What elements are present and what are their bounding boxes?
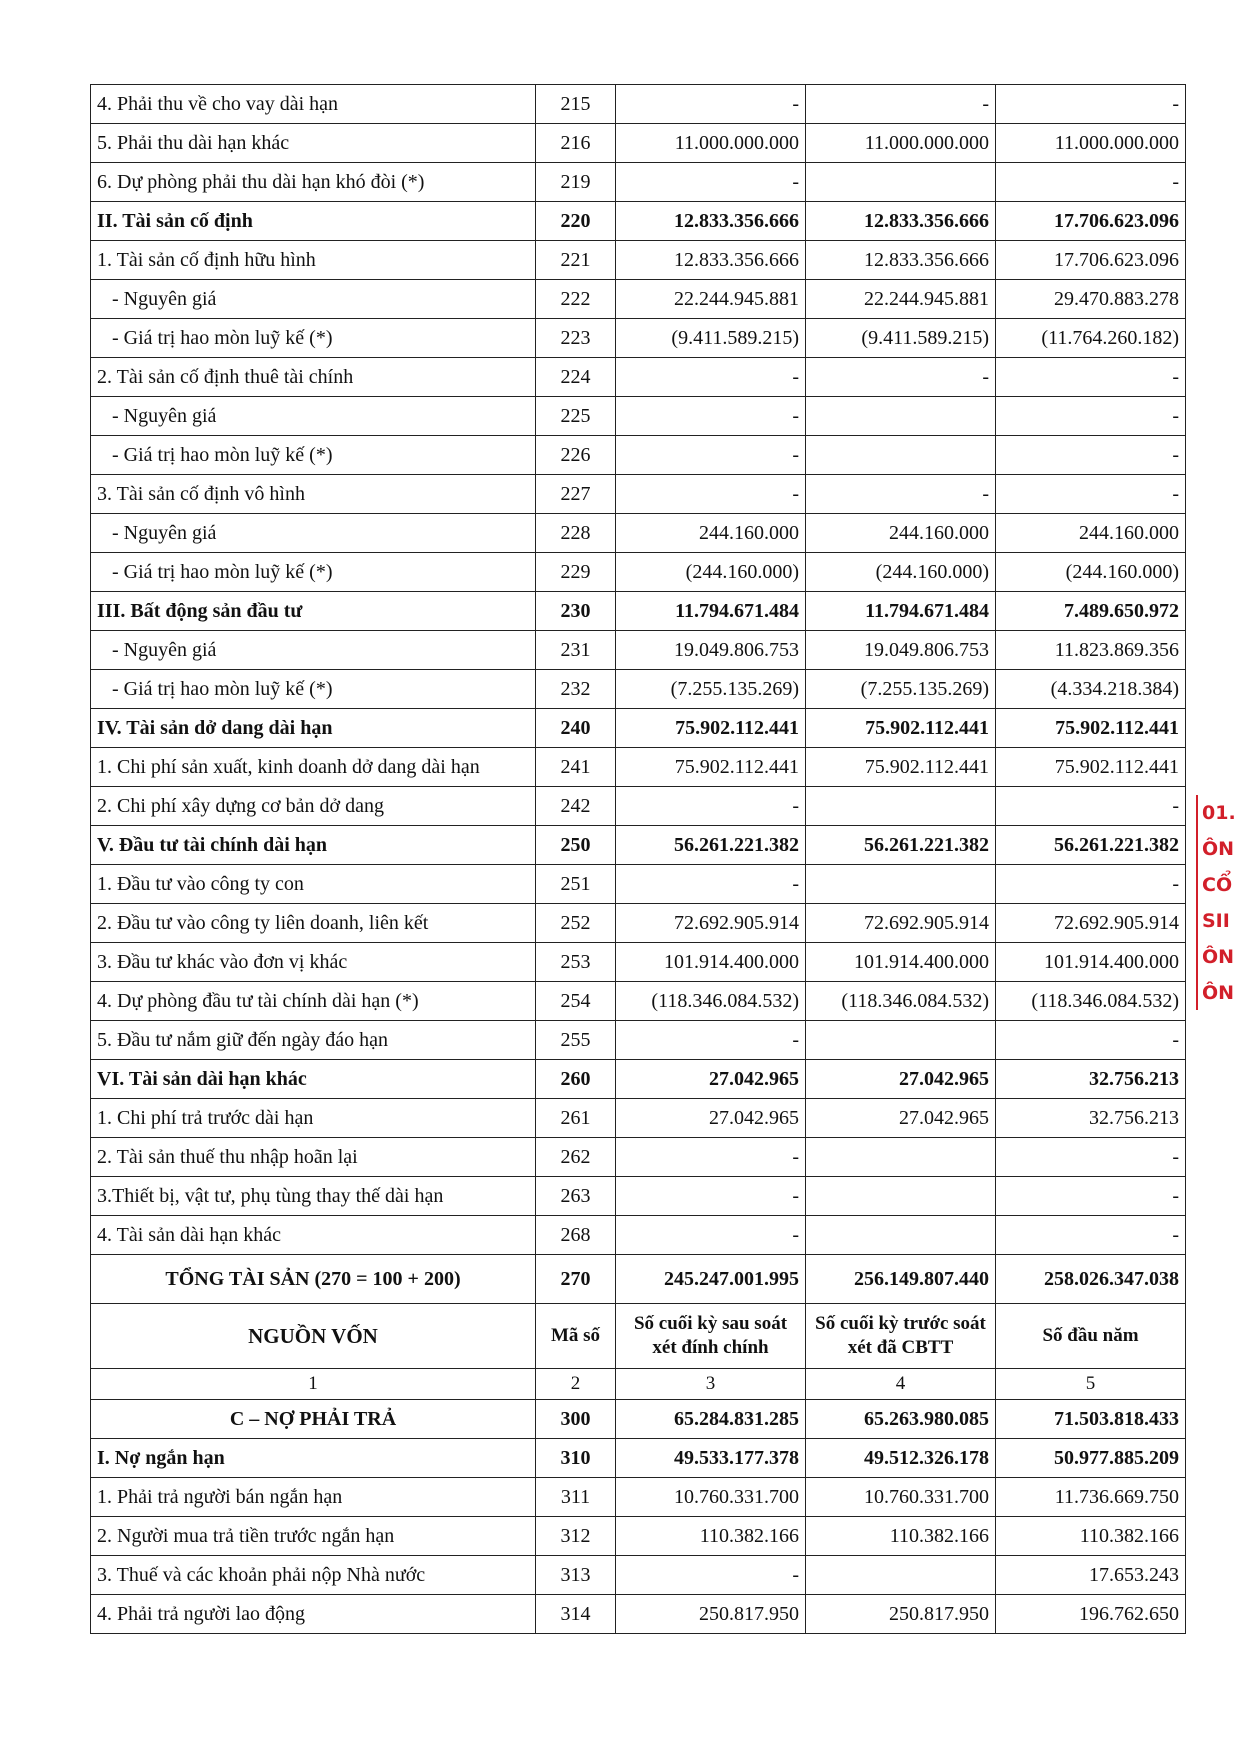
row-name: VI. Tài sản dài hạn khác (91, 1060, 536, 1099)
row-name: 2. Chi phí xây dựng cơ bản dở dang (91, 787, 536, 826)
table-row (91, 709, 1186, 748)
row-value-c5: 11.000.000.000 (996, 124, 1186, 163)
row-value-c5: 72.692.905.914 (996, 904, 1186, 943)
row-code: 262 (536, 1138, 616, 1177)
row-value-c4: (244.160.000) (806, 553, 996, 592)
row-code: 263 (536, 1177, 616, 1216)
row-value-c4: 256.149.807.440 (806, 1255, 996, 1304)
liabilities-section-row (91, 1400, 1186, 1439)
row-code: 215 (536, 85, 616, 124)
row-value-c3: 75.902.112.441 (616, 709, 806, 748)
row-value-c4: 49.512.326.178 (806, 1439, 996, 1478)
table-row (91, 241, 1186, 280)
row-value-c3: 65.284.831.285 (616, 1400, 806, 1439)
row-value-c3: 245.247.001.995 (616, 1255, 806, 1304)
row-code: 225 (536, 397, 616, 436)
row-value-c5: - (996, 358, 1186, 397)
row-value-c5: - (996, 436, 1186, 475)
row-code: 224 (536, 358, 616, 397)
row-value-c4 (806, 1556, 996, 1595)
stamp-text: CỔ (1202, 874, 1233, 896)
row-value-c4 (806, 1177, 996, 1216)
row-value-c4: 10.760.331.700 (806, 1478, 996, 1517)
table-row (91, 85, 1186, 124)
row-value-c4: 12.833.356.666 (806, 241, 996, 280)
row-name: 2. Người mua trả tiền trước ngắn hạn (91, 1517, 536, 1556)
table-row (91, 787, 1186, 826)
row-value-c5: - (996, 787, 1186, 826)
row-value-c4 (806, 397, 996, 436)
row-code: 313 (536, 1556, 616, 1595)
row-value-c5: 7.489.650.972 (996, 592, 1186, 631)
row-value-c3: - (616, 475, 806, 514)
header-c4: Số cuối kỳ trước soát xét đã CBTT (806, 1304, 996, 1369)
row-code: 268 (536, 1216, 616, 1255)
row-name: TỔNG TÀI SẢN (270 = 100 + 200) (91, 1255, 536, 1304)
row-value-c3: 110.382.166 (616, 1517, 806, 1556)
row-value-c5: 244.160.000 (996, 514, 1186, 553)
row-value-c3: 49.533.177.378 (616, 1439, 806, 1478)
row-value-c5: 56.261.221.382 (996, 826, 1186, 865)
row-value-c3: 12.833.356.666 (616, 241, 806, 280)
row-name: - Nguyên giá (91, 397, 536, 436)
row-value-c5: (4.334.218.384) (996, 670, 1186, 709)
row-value-c5: 29.470.883.278 (996, 280, 1186, 319)
row-value-c4: (118.346.084.532) (806, 982, 996, 1021)
red-stamp-fragment (1196, 795, 1240, 1010)
row-name: - Nguyên giá (91, 280, 536, 319)
row-value-c3: 244.160.000 (616, 514, 806, 553)
row-code: 232 (536, 670, 616, 709)
row-name: - Giá trị hao mòn luỹ kế (*) (91, 670, 536, 709)
stamp-text: 01. (1202, 802, 1236, 824)
row-value-c5: (118.346.084.532) (996, 982, 1186, 1021)
row-value-c3: (7.255.135.269) (616, 670, 806, 709)
colnum-3: 3 (616, 1369, 806, 1400)
row-value-c4: 244.160.000 (806, 514, 996, 553)
row-code: 312 (536, 1517, 616, 1556)
row-name: 4. Phải trả người lao động (91, 1595, 536, 1634)
stamp-text: SII (1202, 910, 1230, 932)
row-value-c4: 75.902.112.441 (806, 748, 996, 787)
table-row (91, 1595, 1186, 1634)
row-value-c4: - (806, 475, 996, 514)
row-name: 3. Tài sản cố định vô hình (91, 475, 536, 514)
row-name: II. Tài sản cố định (91, 202, 536, 241)
row-value-c5: - (996, 1177, 1186, 1216)
row-value-c4: 27.042.965 (806, 1060, 996, 1099)
table-row (91, 1216, 1186, 1255)
row-code: 250 (536, 826, 616, 865)
row-value-c5: 71.503.818.433 (996, 1400, 1186, 1439)
table-row (91, 904, 1186, 943)
row-code: 216 (536, 124, 616, 163)
row-name: 3.Thiết bị, vật tư, phụ tùng thay thế dài hạn (91, 1177, 536, 1216)
row-value-c4: 75.902.112.441 (806, 709, 996, 748)
column-header-row (91, 1304, 1186, 1369)
balance-sheet-table (90, 84, 1186, 1634)
row-value-c5: 11.823.869.356 (996, 631, 1186, 670)
row-value-c5: 17.706.623.096 (996, 202, 1186, 241)
table-row (91, 943, 1186, 982)
row-code: 219 (536, 163, 616, 202)
table-row (91, 553, 1186, 592)
table-row (91, 124, 1186, 163)
table-row (91, 397, 1186, 436)
row-value-c4: 250.817.950 (806, 1595, 996, 1634)
row-value-c5: - (996, 1021, 1186, 1060)
colnum-2: 2 (536, 1369, 616, 1400)
table-row (91, 319, 1186, 358)
row-value-c5: - (996, 865, 1186, 904)
liabilities-rows (91, 1439, 1186, 1634)
row-value-c3: - (616, 1138, 806, 1177)
row-name: I. Nợ ngắn hạn (91, 1439, 536, 1478)
row-value-c5: - (996, 475, 1186, 514)
row-value-c4: 22.244.945.881 (806, 280, 996, 319)
row-name: 3. Đầu tư khác vào đơn vị khác (91, 943, 536, 982)
row-value-c3: - (616, 1177, 806, 1216)
row-value-c4: 27.042.965 (806, 1099, 996, 1138)
row-value-c5: - (996, 163, 1186, 202)
table-row (91, 1517, 1186, 1556)
table-row (91, 436, 1186, 475)
table-row (91, 1478, 1186, 1517)
row-value-c5: 75.902.112.441 (996, 748, 1186, 787)
table-row (91, 670, 1186, 709)
table-row (91, 826, 1186, 865)
row-name: - Nguyên giá (91, 514, 536, 553)
row-value-c5: 11.736.669.750 (996, 1478, 1186, 1517)
row-code: 223 (536, 319, 616, 358)
row-name: 6. Dự phòng phải thu dài hạn khó đòi (*) (91, 163, 536, 202)
row-name: 5. Phải thu dài hạn khác (91, 124, 536, 163)
row-value-c3: - (616, 358, 806, 397)
row-name: 2. Tài sản cố định thuê tài chính (91, 358, 536, 397)
row-code: 240 (536, 709, 616, 748)
row-value-c4 (806, 163, 996, 202)
row-value-c4: - (806, 85, 996, 124)
stamp-text: ÔN (1202, 946, 1235, 968)
row-code: 254 (536, 982, 616, 1021)
table-row (91, 1177, 1186, 1216)
row-value-c3: - (616, 397, 806, 436)
colnum-1: 1 (91, 1369, 536, 1400)
row-code: 314 (536, 1595, 616, 1634)
table-row (91, 1099, 1186, 1138)
row-code: 221 (536, 241, 616, 280)
row-value-c5: - (996, 397, 1186, 436)
row-code: 227 (536, 475, 616, 514)
row-code: 242 (536, 787, 616, 826)
row-value-c4 (806, 865, 996, 904)
table-row (91, 631, 1186, 670)
table-row (91, 280, 1186, 319)
row-name: 1. Phải trả người bán ngắn hạn (91, 1478, 536, 1517)
table-row (91, 748, 1186, 787)
row-value-c3: - (616, 1021, 806, 1060)
row-value-c3: - (616, 1216, 806, 1255)
row-name: 4. Dự phòng đầu tư tài chính dài hạn (*) (91, 982, 536, 1021)
row-code: 260 (536, 1060, 616, 1099)
table-row (91, 592, 1186, 631)
row-name: - Nguyên giá (91, 631, 536, 670)
row-name: 4. Phải thu về cho vay dài hạn (91, 85, 536, 124)
row-value-c3: 11.794.671.484 (616, 592, 806, 631)
row-value-c4: 65.263.980.085 (806, 1400, 996, 1439)
table-row (91, 982, 1186, 1021)
stamp-text: ÔN (1202, 982, 1235, 1004)
row-value-c3: 250.817.950 (616, 1595, 806, 1634)
row-code: 228 (536, 514, 616, 553)
row-value-c3: 19.049.806.753 (616, 631, 806, 670)
row-value-c3: - (616, 787, 806, 826)
row-value-c3: (9.411.589.215) (616, 319, 806, 358)
row-value-c5: (11.764.260.182) (996, 319, 1186, 358)
row-value-c4: 56.261.221.382 (806, 826, 996, 865)
table-row (91, 475, 1186, 514)
row-value-c3: - (616, 163, 806, 202)
row-name: 1. Chi phí sản xuất, kinh doanh dở dang dài hạn (91, 748, 536, 787)
row-code: 253 (536, 943, 616, 982)
row-code: 270 (536, 1255, 616, 1304)
row-value-c4: - (806, 358, 996, 397)
table-row (91, 1021, 1186, 1060)
row-value-c3: 56.261.221.382 (616, 826, 806, 865)
row-value-c3: - (616, 436, 806, 475)
row-value-c5: - (996, 1138, 1186, 1177)
total-assets-row (91, 1255, 1186, 1304)
colnum-4: 4 (806, 1369, 996, 1400)
row-code: 255 (536, 1021, 616, 1060)
row-value-c4: (9.411.589.215) (806, 319, 996, 358)
row-name: V. Đầu tư tài chính dài hạn (91, 826, 536, 865)
table-row (91, 1060, 1186, 1099)
row-value-c3: - (616, 865, 806, 904)
row-value-c5: - (996, 85, 1186, 124)
row-name: 1. Chi phí trả trước dài hạn (91, 1099, 536, 1138)
row-name: 3. Thuế và các khoản phải nộp Nhà nước (91, 1556, 536, 1595)
row-name: 1. Đầu tư vào công ty con (91, 865, 536, 904)
row-value-c4: 11.794.671.484 (806, 592, 996, 631)
row-value-c5: 258.026.347.038 (996, 1255, 1186, 1304)
row-code: 230 (536, 592, 616, 631)
row-name: 5. Đầu tư nắm giữ đến ngày đáo hạn (91, 1021, 536, 1060)
row-value-c5: 32.756.213 (996, 1099, 1186, 1138)
row-value-c4: (7.255.135.269) (806, 670, 996, 709)
row-value-c5: (244.160.000) (996, 553, 1186, 592)
row-code: 252 (536, 904, 616, 943)
table-row (91, 1138, 1186, 1177)
total-assets-section (91, 1255, 1186, 1439)
row-value-c5: - (996, 1216, 1186, 1255)
row-value-c4: 12.833.356.666 (806, 202, 996, 241)
table-row (91, 163, 1186, 202)
table-row (91, 865, 1186, 904)
row-value-c3: 12.833.356.666 (616, 202, 806, 241)
stamp-text: ÔN (1202, 838, 1235, 860)
row-value-c3: 27.042.965 (616, 1099, 806, 1138)
table-row (91, 514, 1186, 553)
header-c5: Số đầu năm (996, 1304, 1186, 1369)
column-number-row (91, 1369, 1186, 1400)
row-code: 311 (536, 1478, 616, 1517)
table-row (91, 358, 1186, 397)
row-code: 231 (536, 631, 616, 670)
header-name: NGUỒN VỐN (91, 1304, 536, 1369)
row-value-c4 (806, 1138, 996, 1177)
row-name: - Giá trị hao mòn luỹ kế (*) (91, 436, 536, 475)
header-c3: Số cuối kỳ sau soát xét đính chính (616, 1304, 806, 1369)
row-value-c4: 72.692.905.914 (806, 904, 996, 943)
row-name: 1. Tài sản cố định hữu hình (91, 241, 536, 280)
row-code: 220 (536, 202, 616, 241)
row-code: 251 (536, 865, 616, 904)
row-value-c5: 110.382.166 (996, 1517, 1186, 1556)
row-name: 2. Tài sản thuế thu nhập hoãn lại (91, 1138, 536, 1177)
row-code: 310 (536, 1439, 616, 1478)
row-name: 4. Tài sản dài hạn khác (91, 1216, 536, 1255)
row-value-c5: 196.762.650 (996, 1595, 1186, 1634)
header-code: Mã số (536, 1304, 616, 1369)
row-value-c4: 101.914.400.000 (806, 943, 996, 982)
row-value-c3: - (616, 1556, 806, 1595)
row-name: - Giá trị hao mòn luỹ kế (*) (91, 319, 536, 358)
row-value-c5: 50.977.885.209 (996, 1439, 1186, 1478)
row-value-c3: 27.042.965 (616, 1060, 806, 1099)
row-name: IV. Tài sản dở dang dài hạn (91, 709, 536, 748)
row-name: 2. Đầu tư vào công ty liên doanh, liên kết (91, 904, 536, 943)
row-value-c4: 11.000.000.000 (806, 124, 996, 163)
row-value-c3: 11.000.000.000 (616, 124, 806, 163)
assets-section (91, 85, 1186, 1255)
row-value-c3: (244.160.000) (616, 553, 806, 592)
table-row (91, 202, 1186, 241)
row-value-c3: (118.346.084.532) (616, 982, 806, 1021)
row-value-c5: 17.653.243 (996, 1556, 1186, 1595)
row-value-c4 (806, 787, 996, 826)
row-value-c3: 101.914.400.000 (616, 943, 806, 982)
row-code: 261 (536, 1099, 616, 1138)
row-name: C – NỢ PHẢI TRẢ (91, 1400, 536, 1439)
row-code: 300 (536, 1400, 616, 1439)
colnum-5: 5 (996, 1369, 1186, 1400)
row-value-c4: 19.049.806.753 (806, 631, 996, 670)
row-name: III. Bất động sản đầu tư (91, 592, 536, 631)
table-row (91, 1556, 1186, 1595)
row-value-c5: 101.914.400.000 (996, 943, 1186, 982)
row-code: 229 (536, 553, 616, 592)
row-value-c4: 110.382.166 (806, 1517, 996, 1556)
row-value-c4 (806, 1021, 996, 1060)
row-code: 241 (536, 748, 616, 787)
row-code: 226 (536, 436, 616, 475)
row-value-c4 (806, 436, 996, 475)
row-value-c3: 10.760.331.700 (616, 1478, 806, 1517)
row-value-c3: 22.244.945.881 (616, 280, 806, 319)
row-value-c5: 32.756.213 (996, 1060, 1186, 1099)
row-value-c3: 75.902.112.441 (616, 748, 806, 787)
row-value-c3: 72.692.905.914 (616, 904, 806, 943)
row-name: - Giá trị hao mòn luỹ kế (*) (91, 553, 536, 592)
row-code: 222 (536, 280, 616, 319)
row-value-c3: - (616, 85, 806, 124)
row-value-c4 (806, 1216, 996, 1255)
row-value-c5: 75.902.112.441 (996, 709, 1186, 748)
row-value-c5: 17.706.623.096 (996, 241, 1186, 280)
table-row (91, 1439, 1186, 1478)
